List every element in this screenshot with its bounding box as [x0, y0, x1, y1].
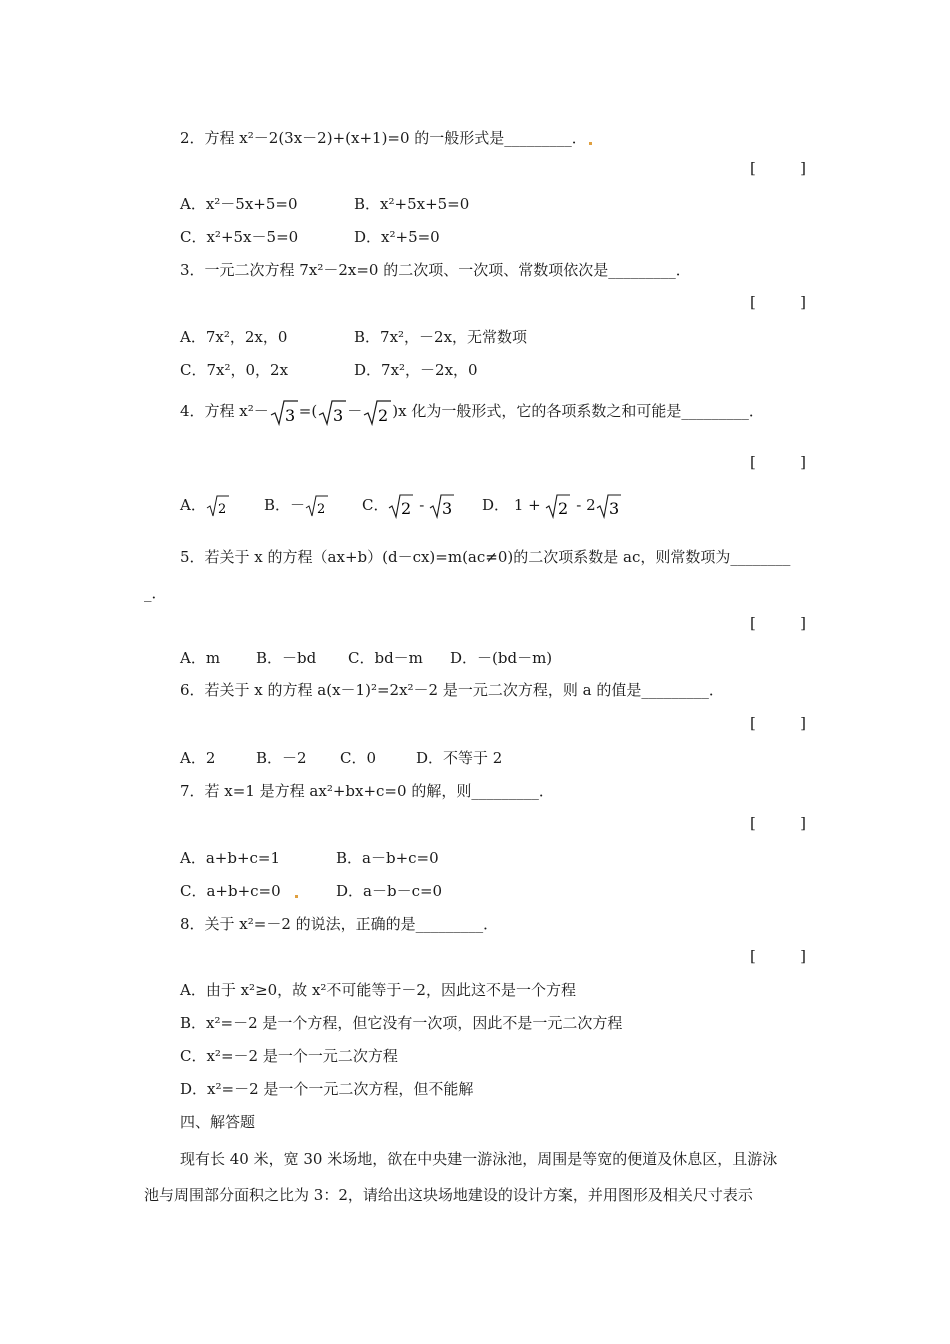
sqrt3-symbol-2 — [317, 397, 347, 427]
q7-option-b: B．a－b+c=0 — [336, 849, 439, 867]
q4-option-b: B．－ 2 — [264, 490, 329, 520]
sqrt2-symbol — [362, 397, 392, 427]
problem-paragraph-line-2: 池与周围部分面积之比为 3：2，请给出这块场地建设的设计方案，并用图形及相关尺寸表示 — [144, 1186, 753, 1204]
q8-option-a: A．由于 x²≥0，故 x²不可能等于－2，因此这不是一个方程 — [180, 981, 576, 999]
svg-text:3: 3 — [284, 406, 295, 425]
q4-stem: 4．方程 x²－ 3 =( 3 － 2 )x 化为一般形式，它的各项系数之和可能是_________． — [180, 396, 764, 427]
q6-option-a: A．2 — [180, 749, 216, 767]
q8-option-d: D．x²=－2 是一个一元二次方程，但不能解 — [180, 1080, 474, 1098]
svg-text:3: 3 — [442, 499, 453, 518]
q3-option-b: B．7x²，－2x，无常数项 — [354, 328, 528, 346]
q5-option-c: C．bd－m — [348, 649, 423, 667]
sqrt3-symbol — [269, 397, 299, 427]
q5-option-b: B．－bd — [256, 649, 317, 667]
section-heading: 四、解答题 — [180, 1113, 256, 1131]
q8-stem: 8．关于 x²=－2 的说法，正确的是_________． — [180, 915, 499, 933]
q3-option-a: A．7x²，2x，0 — [180, 328, 288, 346]
q7-option-d: D．a－b－c=0 — [336, 882, 443, 900]
q6-option-d: D．不等于 2 — [416, 749, 503, 767]
svg-text:2: 2 — [401, 499, 412, 518]
svg-text:3: 3 — [608, 499, 619, 518]
q5-stem-continued: _． — [144, 584, 167, 602]
svg-text:2: 2 — [558, 499, 569, 518]
q2-option-b: B．x²+5x+5=0 — [354, 195, 470, 213]
q2-stem: 2．方程 x²－2(3x－2)+(x+1)=0 的一般形式是_________． — [180, 128, 592, 148]
q7-option-a: A．a+b+c=1 — [180, 849, 281, 867]
q2-option-a: A．x²－5x+5=0 — [180, 195, 298, 213]
q4-option-c: C． 2 - 3 — [362, 496, 453, 518]
problem-paragraph-line-1: 现有长 40 米，宽 30 米场地，欲在中央建一游泳池，周围是等宽的便道及休息区，且游泳 — [180, 1150, 778, 1168]
q3-option-d: D．7x²，－2x，0 — [354, 361, 478, 379]
q5-stem: 5．若关于 x 的方程（ax+b）(d－cx)=m(ac≠0)的二次项系数是 ac，则常数项为________ — [180, 548, 791, 566]
svg-text:2: 2 — [317, 502, 326, 517]
q3-option-c: C．7x²，0，2x — [180, 361, 289, 379]
svg-text:2: 2 — [378, 406, 389, 425]
q6-stem: 6．若关于 x 的方程 a(x－1)²=2x²－2 是一元二次方程，则 a 的值是_________． — [180, 681, 724, 699]
q5-option-d: D．－(bd－m) — [450, 649, 553, 667]
q8-option-c: C．x²=－2 是一个一元二次方程 — [180, 1047, 398, 1065]
q2-option-d: D．x²+5=0 — [354, 228, 440, 246]
q2-option-c: C．x²+5x－5=0 — [180, 228, 299, 246]
q6-option-b: B．－2 — [256, 749, 307, 767]
q3-stem: 3．一元二次方程 7x²－2x=0 的二次项、一次项、常数项依次是_________． — [180, 261, 691, 279]
svg-text:3: 3 — [333, 406, 344, 425]
q4-option-d: D． 1 + 2 - 2 3 — [482, 496, 619, 518]
q7-option-c: C．a+b+c=0 — [180, 881, 298, 901]
q4-option-a: A． 2 — [180, 490, 230, 520]
q5-option-a: A．m — [180, 649, 221, 667]
q8-option-b: B．x²=－2 是一个方程，但它没有一次项，因此不是一元二次方程 — [180, 1014, 623, 1032]
q6-option-c: C．0 — [340, 749, 377, 767]
svg-text:2: 2 — [217, 502, 227, 517]
q7-stem: 7．若 x=1 是方程 ax²+bx+c=0 的解，则_________． — [180, 782, 554, 800]
